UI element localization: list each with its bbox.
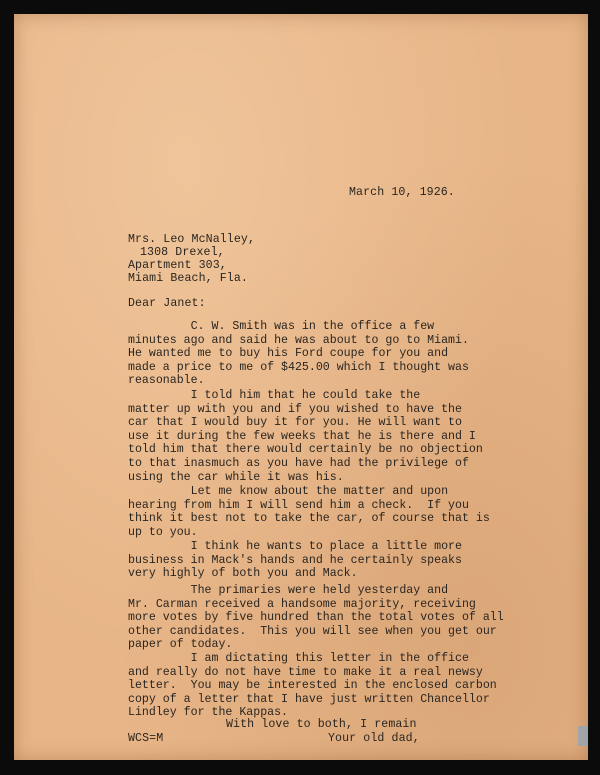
paragraph-line: more votes by five hundred than the total votes of all: [128, 611, 504, 625]
paragraph-line: hearing from him I will send him a check. If you: [128, 498, 469, 512]
paragraph-line: copy of a letter that I have just written Chancellor: [128, 692, 490, 706]
paragraph-line: other candidates. This you will see when you get our: [128, 624, 497, 638]
closing: With love to both, I remain: [226, 718, 417, 731]
paragraph-4: [128, 540, 508, 581]
paragraph-5: [128, 584, 508, 652]
paragraph-line: C. W. Smith was in the office a few: [128, 320, 435, 333]
paragraph-line: to that inasmuch as you have had the privilege of: [128, 456, 469, 470]
paragraph-line: He wanted me to buy his Ford coupe for you and: [128, 347, 449, 361]
paragraph-line: up to you.: [128, 525, 198, 539]
paragraph-line: very highly of both you and Mack.: [128, 567, 358, 581]
paragraph-line: minutes ago and said he was about to go to Miami.: [128, 333, 469, 347]
paragraph-6: [128, 652, 508, 720]
page-tab-mark: [578, 726, 588, 746]
paragraph-line: matter up with you and if you wished to have the: [128, 402, 462, 416]
paragraph-line: and really do not have time to make it a real newsy: [128, 665, 483, 679]
typist-initials: WCS=M: [128, 732, 164, 745]
paragraph-line: I am dictating this letter in the office: [128, 652, 469, 665]
paragraph-line: use it during the few weeks that he is there and I: [128, 429, 476, 443]
paragraph-line: using the car while it was his.: [128, 470, 344, 484]
paragraph-line: told him that there would certainly be no objection: [128, 443, 483, 457]
paragraph-line: car that I would buy it for you. He will want to: [128, 416, 462, 430]
letter-date: March 10, 1926.: [349, 186, 455, 199]
paragraph-line: made a price to me of $425.00 which I thought was: [128, 360, 469, 374]
paragraph-line: business in Mack's hands and he certainly speaks: [128, 553, 462, 567]
recipient-apartment: Apartment 303,: [128, 259, 227, 272]
salutation: Dear Janet:: [128, 297, 206, 310]
paragraph-line: reasonable.: [128, 374, 205, 388]
paragraph-2: [128, 389, 508, 484]
signature: Your old dad,: [328, 732, 420, 745]
paragraph-3: [128, 485, 508, 539]
paragraph-line: The primaries were held yesterday and: [128, 584, 449, 597]
paragraph-line: I told him that he could take the: [128, 389, 421, 402]
paragraph-line: paper of today.: [128, 638, 233, 652]
recipient-street: 1308 Drexel,: [140, 246, 225, 259]
paragraph-line: letter. You may be interested in the enclosed carbon: [128, 679, 497, 693]
paragraph-line: Mr. Carman received a handsome majority, receiving: [128, 597, 476, 611]
recipient-city: Miami Beach, Fla.: [128, 272, 248, 285]
paragraph-line: I think he wants to place a little more: [128, 540, 462, 553]
recipient-name: Mrs. Leo McNalley,: [128, 233, 256, 246]
paragraph-line: think it best not to take the car, of course that is: [128, 512, 490, 526]
paragraph-1: [128, 320, 508, 388]
paragraph-line: Lindley for the Kappas.: [128, 706, 289, 720]
paragraph-line: Let me know about the matter and upon: [128, 485, 449, 498]
